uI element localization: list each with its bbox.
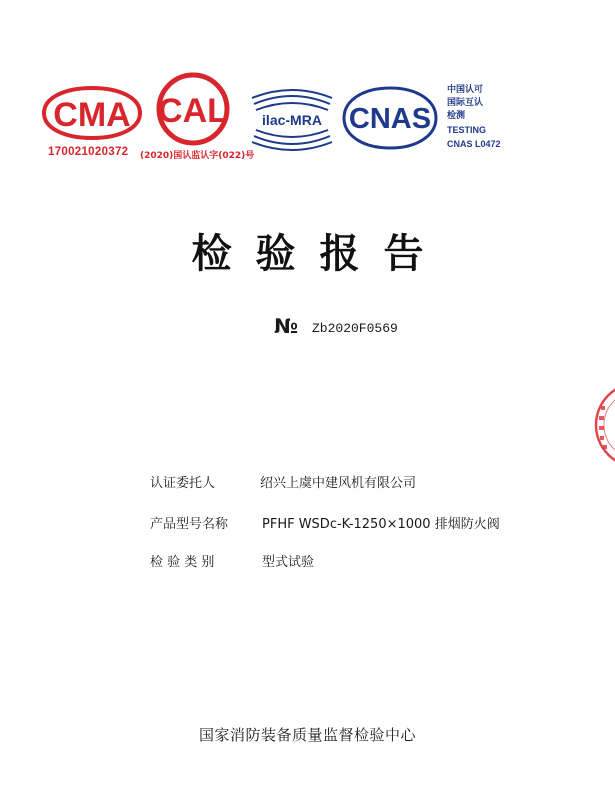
- product-label: 产品型号名称: [150, 517, 229, 532]
- product-value: PFHF WSDc-K-1250×1000 排烟防火阀: [262, 517, 500, 532]
- issuing-organization: 国家消防装备质量监督检验中心: [198, 726, 416, 744]
- svg-text:CMA: CMA: [53, 96, 131, 134]
- cma-code: 170021020372: [48, 146, 129, 158]
- svg-text:CAL: CAL: [158, 92, 228, 130]
- svg-text:ilac-MRA: ilac-MRA: [262, 112, 322, 128]
- cnas-line-5: CNAS L0472: [447, 139, 501, 149]
- cnas-logo: [340, 84, 440, 152]
- cnas-line-1: 中国认可: [447, 85, 484, 95]
- cma-cert-number: (2020)国认监认字(022)号: [140, 151, 255, 161]
- client-value: 绍兴上虞中建风机有限公司: [260, 476, 417, 491]
- ilac-mra-logo: [246, 78, 338, 160]
- official-seal-stamp: [592, 380, 615, 470]
- client-label: 认证委托人: [150, 476, 216, 491]
- cnas-line-3: 检测: [447, 111, 466, 121]
- test-type-value: 型式试验: [262, 555, 315, 570]
- report-number: Zb2020F0569: [312, 321, 398, 336]
- cnas-line-4: TESTING: [447, 125, 487, 135]
- cal-logo: [150, 70, 236, 148]
- report-number-symbol: №: [274, 314, 299, 338]
- report-title: 检验报告: [191, 230, 448, 277]
- cnas-line-2: 国际互认: [447, 98, 484, 108]
- cma-logo: [40, 82, 144, 144]
- test-type-label: 检 验 类 别: [150, 555, 215, 570]
- svg-text:CNAS: CNAS: [348, 103, 432, 135]
